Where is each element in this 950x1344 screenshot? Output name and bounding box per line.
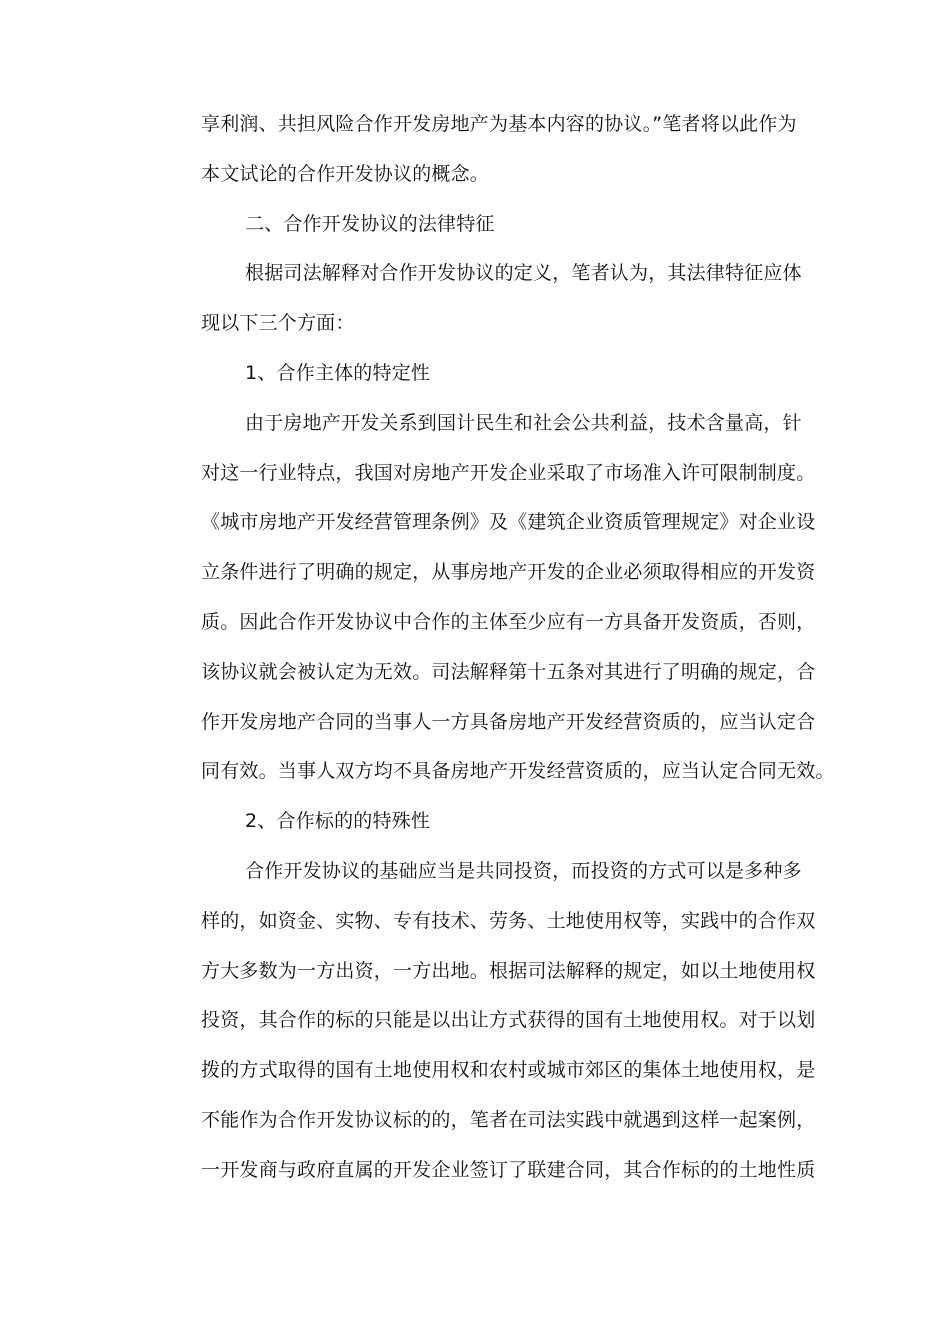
text-line: 现以下三个方面： <box>201 312 355 335</box>
subsection-heading: 2、合作标的的特殊性 <box>245 810 431 833</box>
text-line: 由于房地产开发关系到国计民生和社会公共利益，技术含量高，针 <box>245 411 802 434</box>
text-line: 样的，如资金、实物、专有技术、劳务、土地使用权等，实践中的合作双 <box>201 909 816 932</box>
text-line: 不能作为合作开发协议标的的，笔者在司法实践中就遇到这样一起案例， <box>201 1108 816 1131</box>
text-line: 本文试论的合作开发协议的概念。 <box>201 162 490 185</box>
text-line: 作开发房地产合同的当事人一方具备房地产开发经营资质的，应当认定合 <box>201 710 816 733</box>
document-body <box>201 100 835 1196</box>
text-line: 合作开发协议的基础应当是共同投资，而投资的方式可以是多种多 <box>245 859 802 882</box>
text-line: 享利润、共担风险合作开发房地产为基本内容的协议。”笔者将以此作为 <box>201 113 797 135</box>
text-line: 对这一行业特点，我国对房地产开发企业采取了市场准入许可限制制度。 <box>201 461 816 484</box>
text-line: 立条件进行了明确的规定，从事房地产开发的企业必须取得相应的开发资 <box>201 561 816 584</box>
section-heading: 二、合作开发协议的法律特征 <box>245 212 495 235</box>
text-line: 一开发商与政府直属的开发企业签订了联建合同，其合作标的的土地性质 <box>201 1158 816 1181</box>
text-line: 投资，其合作的标的只能是以出让方式获得的国有土地使用权。对于以划 <box>201 1009 816 1032</box>
text-line: 该协议就会被认定为无效。司法解释第十五条对其进行了明确的规定，合 <box>201 660 816 683</box>
subsection-heading: 1、合作主体的特定性 <box>245 361 431 384</box>
text-line: 《城市房地产开发经营管理条例》及《建筑企业资质管理规定》对企业设 <box>201 511 816 534</box>
text-line: 同有效。当事人双方均不具备房地产开发经营资质的，应当认定合同无效。 <box>201 760 835 783</box>
text-line: 根据司法解释对合作开发协议的定义，笔者认为，其法律特征应体 <box>245 262 802 285</box>
text-line: 拨的方式取得的国有土地使用权和农村或城市郊区的集体土地使用权，是 <box>201 1059 816 1082</box>
text-line: 质。因此合作开发协议中合作的主体至少应有一方具备开发资质，否则， <box>201 610 816 633</box>
text-line: 方大多数为一方出资，一方出地。根据司法解释的规定，如以土地使用权 <box>201 959 816 982</box>
